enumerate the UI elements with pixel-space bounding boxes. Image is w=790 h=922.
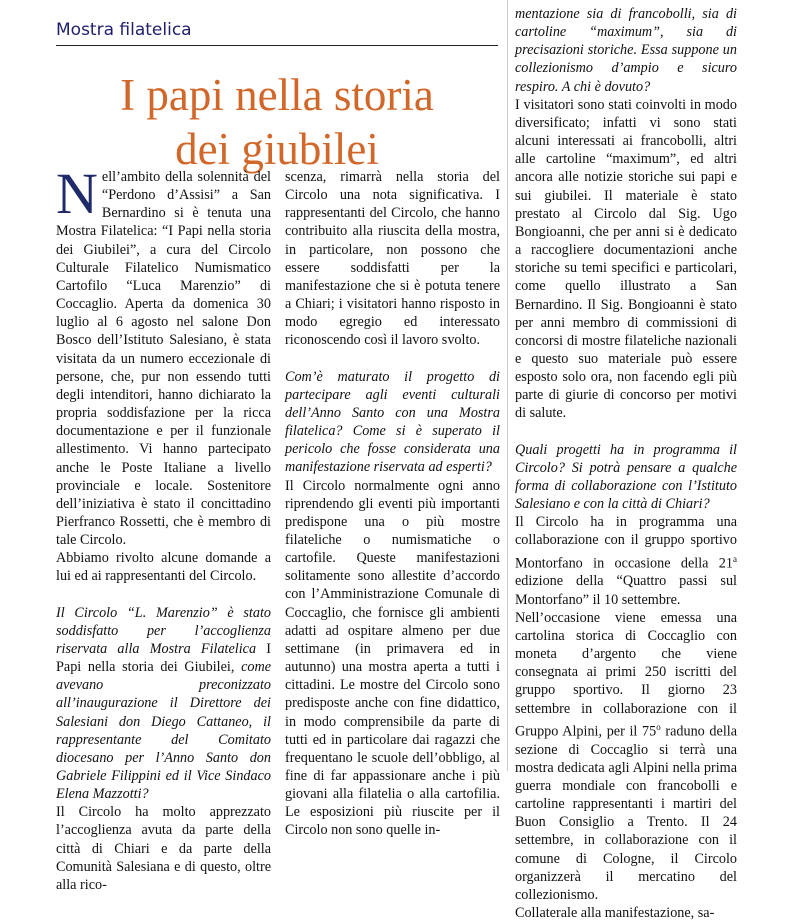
- answer: scenza, rimarrà nella storia del Circolo una nota significativa. I rappresentanti del Circolo, che hanno contribuito alla riuscita della mostra, in particolare, non possono che essere soddisfatti per la manifestazione che si è potuta tenere a Chiari; i visitatori hanno risposto in modo egregio ed interessato riconoscendo così il lavoro svolto.: [285, 169, 500, 349]
- question: Il Circolo “L. Marenzio” è stato soddisfatto per l’accoglienza riservata alla Mostra Filatelica I Papi nella storia dei Giubilei, come avevano preconizzato all’inaugurazione il Direttore dei Salesiani don Diego Cattaneo, il rappresentante del Comitato diocesano per l’Anno Santo don Gabriele Filippini ed il Vice Sindaco Elena Mazzotti?: [56, 604, 271, 803]
- answer: Il Circolo normalmente ogni anno riprendendo gli eventi più importanti predispone una o più mostre filateliche o numismatiche o cartofile. Queste manifestazioni solitamente sono allestite d’accordo con l’Amministrazione Comunale di Coccaglio, che fornisce gli ambienti adatti ad ospitare almeno per due settimane (in primavera ed in autunno) una mostra aperta a tutti i cittadini. Le mostre del Circolo sono predisposte anche con fine didattico, in modo comprensibile da parte di tutti ed in particolare dai ragazzi che frequentano le scuole dell’obbligo, al fine di far appassionare anche i più giovani alla filatelia o alla cartofilia. Le esposizioni più riuscite per il Circolo non sono quelle in-: [285, 477, 500, 839]
- paragraph: Abbiamo rivolto alcune domande a lui ed ai rappresentanti del Circolo.: [56, 550, 271, 585]
- answer: I visitatori sono stati coinvolti in modo diversificato; infatti vi sono stati alcuni interessati ai francobolli, altri alle cartoline “maximum”, ed altri ancora alle notizie storiche sui papi e sui giubilei. Il materiale è stato prestato al Circolo dal Sig. Ugo Bongioanni, che per anni si è dedicato a raccogliere documentazioni anche storiche su temi specifici e particolari, come quello illustrato a San Bernardino. Il Sig. Bongioanni è stato per anni membro di commissioni di concorsi di mostre filateliche nazionali e questo suo materiale può essere esposto solo ora, non facendo egli più parte di giurie di concorso per motivi di salute.: [515, 96, 737, 422]
- answer: Collaterale alla manifestazione, sa-: [515, 904, 715, 921]
- article-title: [56, 68, 498, 176]
- question: Quali progetti ha in programma il Circolo? Si potrà pensare a qualche forma di collaborazione con l’Istituto Salesiano e con la città di Chiari?: [515, 441, 737, 513]
- article-column-2: [285, 168, 500, 840]
- intro-paragraph: Nell’ambito della solennità del “Perdono d’Assisi” a San Bernardino si è tenuta una Mostra Filatelica: “I Papi nella storia dei Giubilei”, a cura del Circolo Culturale Filatelico Numismatico Cartofilo “Luca Marenzio” di Coccaglio. Aperta da domenica 30 luglio al 6 agosto nel salone Don Bosco dell’Istituto Salesiano, è stata visitata da un numero eccezionale di persone, che, pur non essendo tutti degli intenditori, hanno dichiarato la propria soddisfazione per la ricca documentazione e per il funzionale allestimento. Vi hanno partecipato anche le Poste Italiane a livello provinciale e locale. Sostenitore dell’iniziativa è stato il concittadino Pierfranco Rossetti, che è membro di tale Circolo.: [56, 161, 271, 549]
- section-rule: [56, 45, 498, 46]
- title-line-1: I papi nella storia: [120, 70, 434, 120]
- article-column-1: [56, 161, 271, 894]
- answer: Il Circolo ha molto apprezzato l’accoglienza avuta da parte della città di Chiari e da parte della Comunità Salesiana e di questo, oltre alla rico-: [56, 804, 271, 893]
- drop-cap: N: [56, 161, 98, 226]
- title-line-2: dei giubilei: [175, 124, 379, 174]
- answer: Nell’occasione viene emessa una cartolina storica di Coccaglio con moneta d’argento che viene consegnata ai primi 250 iscritti del gruppo sportivo. Il giorno 23 settembre in collaborazione con il Gruppo Alpini, per il 75$^o$ raduno della sezione di Coccaglio si terrà una mostra dedicata agli Alpini nella prima guerra mondiale con francobolli e cartoline rappresentanti i martiri del Buon Consiglio a Trento. Il 24 settembre, in collaborazione con il comune di Cologne, il Circolo organizzerà il mercatino del collezionismo.: [515, 609, 737, 903]
- question: mentazione sia di francobolli, sia di cartoline “maximum”, sia di precisazioni storiche. Essa suppone un collezionismo d’ampio e sicuro respiro. A chi è dovuto?: [515, 6, 737, 95]
- section-label: Mostra filatelica: [56, 20, 192, 40]
- article-column-3: [515, 5, 737, 922]
- column-divider: [507, 0, 508, 771]
- question: Com’è maturato il progetto di partecipare agli eventi culturali dell’Anno Santo con una Mostra filatelica? Come si è superato il pericolo che fosse considerata una manifestazione riservata ad esperti?: [285, 368, 500, 476]
- answer: Il Circolo ha in programma una collaborazione con il gruppo sportivo Montorfano in occasione della 21$^a$ edizione della “Quattro passi sul Montorfano” il 10 settembre.: [515, 514, 737, 608]
